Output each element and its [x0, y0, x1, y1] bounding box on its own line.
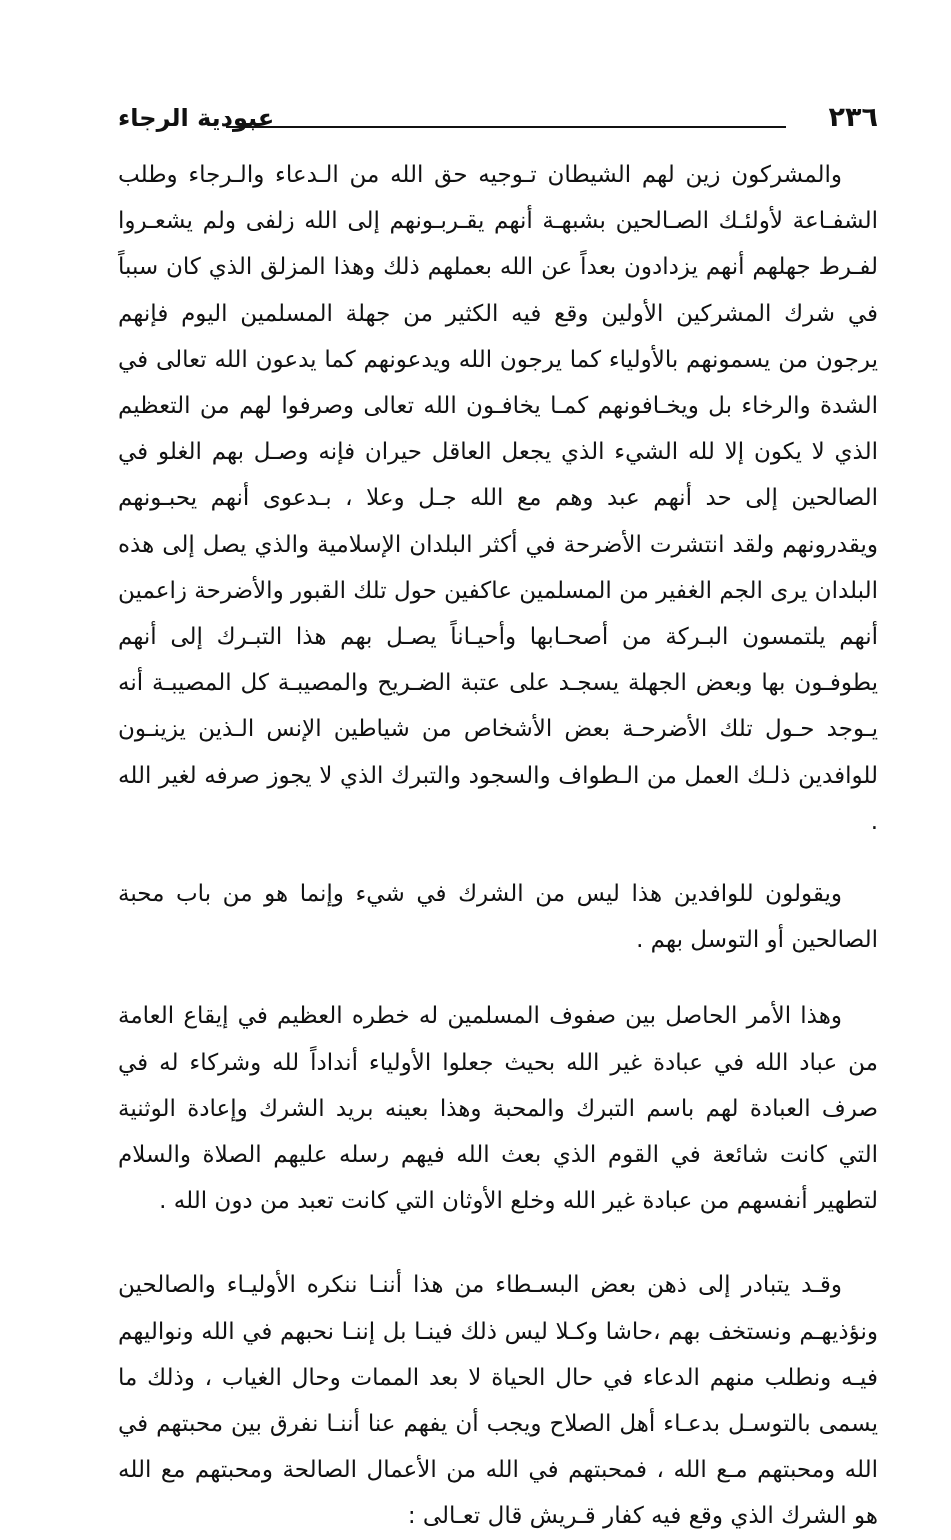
book-page	[118, 96, 878, 1530]
page-number: ٢٣٦	[828, 102, 878, 133]
running-title: عبودية الرجاء	[118, 104, 275, 132]
paragraph-4: وقـد يتبادر إلى ذهن بعض البسـطاء من هذا أننـا ننكره الأوليـاء والصالحين ونؤذيهـم ونستخف بهم ،حاشا وكـلا ليس ذلك فينـا بل إننـا نحبهم في الله ونواليهم فيـه ونطلب منهم الدعاء في حال الحياة لا بعد الممات وحال الغياب ، وذلك ما يسمى بالتوسـل بدعـاء أهل الصلاح ويجب أن يفهم عنا أننـا نفرق بين محبتهم في الله ومحبتهم مـع الله ، فمحبتهم في الله من الأعمال الصالحة ومحبتهم مع الله هو الشرك الذي وقع فيه كفار قـريش قال تعـالى :	[118, 1272, 878, 1530]
paragraph-1: والمشركون زين لهم الشيطان تـوجيه حق الله من الـدعاء والـرجاء وطلب الشفـاعة لأولئـك الصـالحين بشبهـة أنهم يقـربـونهم إلى الله زلفى ولم يشعـروا لفـرط جهلهم أنهم يزدادون بعداً عن الله بعملهم ذلك وهذا المزلق الذي كان سبباً في شرك المشركين الأولين وقع فيه الكثير من جهلة المسلمين اليوم فإنهم يرجون من يسمونهم بالأولياء كما يرجون الله ويدعونهم كما يدعون الله تعالى في الشدة والرخاء بل ويخـافونهم كمـا يخافـون الله تعالى وصرفوا لهم من التعظيم الذي لا يكون إلا لله الشيء الذي يجعل العاقل حيران فإنه وصـل بهم الغلو في الصالحين إلى حد أنهم عبد وهم مع الله جـل وعلا ، بـدعوى أنهم يحبـونهم ويقدرونهم ولقد انتشرت الأضرحة في أكثر البلدان الإسلامية والذي يصل إلى هذه البلدان يرى الجم الغفير من المسلمين عاكفين حول تلك القبور والأضرحة زاعمين أنهم يلتمسون البـركة من أصحـابها وأحيـاناً يصـل بهم هذا التبـرك إلى أنهم يطوفـون بها وبعض الجهلة يسجـد على عتبة الضـريح والمصيبـة كل المصيبـة أنه يـوجد حـول تلك الأضرحـة بعض الأشخاص من شياطين الإنس الـذين يزينـون للوافدين ذلـك العمل من الـطواف والسجود والتبرك الذي لا يجوز صرفه لغير الله .	[118, 162, 878, 835]
paragraph-3: وهذا الأمر الحاصل بين صفوف المسلمين له خطره العظيم في إيقاع العامة من عباد الله في عبادة غير الله بحيث جعلوا الأولياء أنداداً لله وشركاء له في صرف العبادة لهم باسم التبرك والمحبة وهذا بعينه بريد الشرك وإعادة الوثنية التي كانت شائعة في القوم الذي بعث الله فيهم رسله عليهم الصلاة والسلام لتطهير أنفسهم من عبادة غير الله وخلع الأوثان التي كانت تعبد من دون الله .	[118, 1003, 878, 1215]
page-body	[118, 152, 878, 1540]
header-rule	[226, 126, 786, 128]
paragraph-2: ويقولون للوافدين هذا ليس من الشرك في شيء وإنما هو من باب محبة الصالحين أو التوسل بهم .	[118, 881, 878, 954]
running-header	[118, 96, 878, 138]
